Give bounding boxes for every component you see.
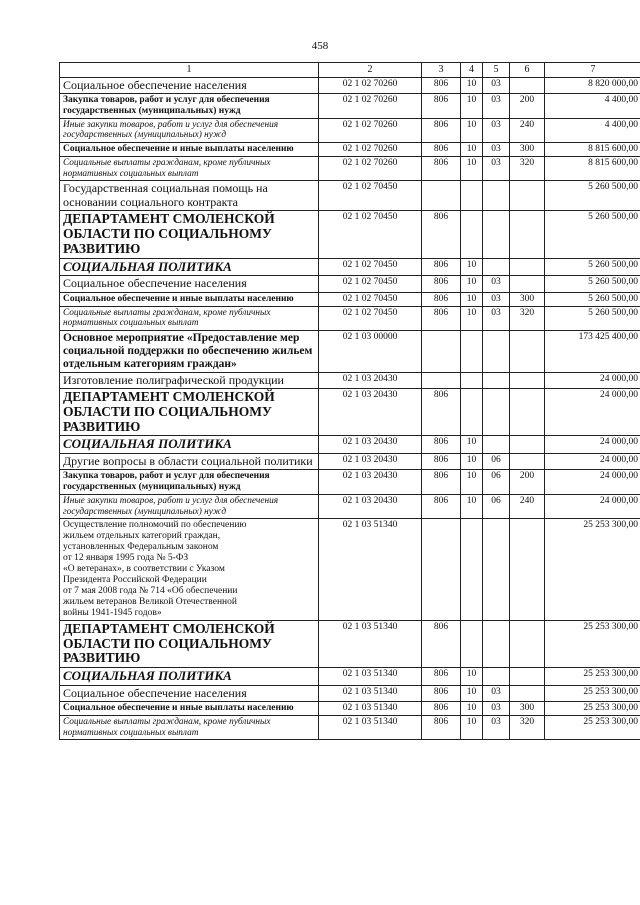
table-row — [60, 306, 640, 330]
amount-cell: 25 253 300,00 — [545, 620, 640, 668]
amount-cell: 8 815 600,00 — [545, 157, 640, 181]
target-article-cell: 02 1 03 20430 — [319, 495, 422, 519]
ministry-code-cell — [422, 330, 461, 372]
section-code-cell — [461, 181, 483, 211]
amount-cell: 5 260 500,00 — [545, 292, 640, 306]
section-code-cell: 10 — [461, 143, 483, 157]
ministry-code-cell: 806 — [422, 143, 461, 157]
ministry-code-cell: 806 — [422, 388, 461, 436]
ministry-code-cell: 806 — [422, 258, 461, 275]
ministry-code-cell: 806 — [422, 495, 461, 519]
subsection-code-cell: 03 — [483, 276, 510, 292]
table-row — [60, 388, 640, 436]
target-article-cell: 02 1 03 20430 — [319, 436, 422, 453]
ministry-code-cell: 806 — [422, 685, 461, 701]
expense-type-cell — [510, 211, 545, 259]
target-article-cell: 02 1 03 51340 — [319, 668, 422, 685]
table-row — [60, 702, 640, 716]
row-name-cell: Социальное обеспечение населения — [60, 685, 319, 701]
section-code-cell: 10 — [461, 258, 483, 275]
table-row — [60, 620, 640, 668]
table-row — [60, 519, 640, 620]
ministry-code-cell: 806 — [422, 93, 461, 118]
section-code-cell: 10 — [461, 702, 483, 716]
table-row — [60, 118, 640, 142]
table-row — [60, 93, 640, 118]
target-article-cell: 02 1 02 70260 — [319, 77, 422, 93]
expense-type-cell — [510, 668, 545, 685]
ministry-code-cell: 806 — [422, 668, 461, 685]
ministry-code-cell: 806 — [422, 436, 461, 453]
amount-cell: 24 000,00 — [545, 453, 640, 469]
subsection-code-cell — [483, 436, 510, 453]
table-row — [60, 143, 640, 157]
expense-type-cell: 240 — [510, 495, 545, 519]
expense-type-cell: 320 — [510, 715, 545, 739]
target-article-cell: 02 1 02 70450 — [319, 258, 422, 275]
column-number-4: 4 — [461, 63, 483, 78]
section-code-cell: 10 — [461, 470, 483, 495]
subsection-code-cell: 03 — [483, 118, 510, 142]
section-code-cell: 10 — [461, 118, 483, 142]
section-code-cell — [461, 330, 483, 372]
section-code-cell — [461, 211, 483, 259]
table-row — [60, 258, 640, 275]
expense-type-cell — [510, 258, 545, 275]
row-name-cell: Основное мероприятие «Предоставление мер социальной поддержки по обеспечению жильем отдельным категориям граждан» — [60, 330, 319, 372]
ministry-code-cell: 806 — [422, 157, 461, 181]
expense-type-cell — [510, 436, 545, 453]
subsection-code-cell: 06 — [483, 470, 510, 495]
section-code-cell — [461, 372, 483, 388]
amount-cell: 25 253 300,00 — [545, 702, 640, 716]
subsection-code-cell — [483, 211, 510, 259]
section-code-cell: 10 — [461, 495, 483, 519]
row-name-cell: СОЦИАЛЬНАЯ ПОЛИТИКА — [60, 668, 319, 685]
target-article-cell: 02 1 02 70260 — [319, 93, 422, 118]
section-code-cell: 10 — [461, 93, 483, 118]
table-row — [60, 276, 640, 292]
ministry-code-cell: 806 — [422, 77, 461, 93]
row-name-cell: СОЦИАЛЬНАЯ ПОЛИТИКА — [60, 258, 319, 275]
table-row — [60, 292, 640, 306]
amount-cell: 24 000,00 — [545, 388, 640, 436]
subsection-code-cell: 03 — [483, 77, 510, 93]
expense-type-cell: 200 — [510, 93, 545, 118]
section-code-cell — [461, 620, 483, 668]
table-row — [60, 372, 640, 388]
amount-cell: 5 260 500,00 — [545, 181, 640, 211]
row-name-cell: Закупка товаров, работ и услуг для обеспечения государственных (муниципальных) нужд — [60, 470, 319, 495]
target-article-cell: 02 1 02 70260 — [319, 143, 422, 157]
target-article-cell: 02 1 02 70450 — [319, 181, 422, 211]
row-name-cell: Другие вопросы в области социальной политики — [60, 453, 319, 469]
amount-cell: 5 260 500,00 — [545, 276, 640, 292]
target-article-cell: 02 1 02 70260 — [319, 118, 422, 142]
subsection-code-cell — [483, 668, 510, 685]
subsection-code-cell: 03 — [483, 143, 510, 157]
row-name-cell: Закупка товаров, работ и услуг для обеспечения государственных (муниципальных) нужд — [60, 93, 319, 118]
expense-type-cell: 300 — [510, 702, 545, 716]
table-row — [60, 668, 640, 685]
amount-cell: 5 260 500,00 — [545, 306, 640, 330]
subsection-code-cell: 06 — [483, 495, 510, 519]
target-article-cell: 02 1 03 51340 — [319, 715, 422, 739]
target-article-cell: 02 1 03 20430 — [319, 388, 422, 436]
row-name-cell: Социальное обеспечение населения — [60, 77, 319, 93]
row-name-cell: Изготовление полиграфической продукции — [60, 372, 319, 388]
table-row — [60, 470, 640, 495]
subsection-code-cell — [483, 519, 510, 620]
section-code-cell: 10 — [461, 685, 483, 701]
amount-cell: 25 253 300,00 — [545, 519, 640, 620]
section-code-cell: 10 — [461, 292, 483, 306]
expense-type-cell: 320 — [510, 157, 545, 181]
row-name-cell: Социальное обеспечение и иные выплаты населению — [60, 143, 319, 157]
ministry-code-cell: 806 — [422, 211, 461, 259]
row-name-cell: Социальные выплаты гражданам, кроме публичных нормативных социальных выплат — [60, 157, 319, 181]
expense-type-cell: 200 — [510, 470, 545, 495]
target-article-cell: 02 1 02 70450 — [319, 276, 422, 292]
expense-type-cell: 320 — [510, 306, 545, 330]
row-name-cell: Социальные выплаты гражданам, кроме публичных нормативных социальных выплат — [60, 306, 319, 330]
target-article-cell: 02 1 03 51340 — [319, 519, 422, 620]
ministry-code-cell — [422, 519, 461, 620]
subsection-code-cell: 03 — [483, 685, 510, 701]
ministry-code-cell: 806 — [422, 306, 461, 330]
subsection-code-cell — [483, 388, 510, 436]
table-row — [60, 211, 640, 259]
expense-type-cell — [510, 519, 545, 620]
target-article-cell: 02 1 03 20430 — [319, 372, 422, 388]
target-article-cell: 02 1 03 51340 — [319, 620, 422, 668]
table-row — [60, 453, 640, 469]
ministry-code-cell: 806 — [422, 620, 461, 668]
row-name-cell: ДЕПАРТАМЕНТ СМОЛЕНСКОЙ ОБЛАСТИ ПО СОЦИАЛЬНОМУ РАЗВИТИЮ — [60, 211, 319, 259]
ministry-code-cell: 806 — [422, 702, 461, 716]
table-row — [60, 157, 640, 181]
target-article-cell: 02 1 02 70260 — [319, 157, 422, 181]
table-row — [60, 77, 640, 93]
section-code-cell: 10 — [461, 715, 483, 739]
subsection-code-cell: 03 — [483, 702, 510, 716]
row-name-cell: Социальное обеспечение и иные выплаты населению — [60, 702, 319, 716]
ministry-code-cell: 806 — [422, 292, 461, 306]
column-number-7: 7 — [545, 63, 640, 78]
target-article-cell: 02 1 03 20430 — [319, 453, 422, 469]
amount-cell: 24 000,00 — [545, 436, 640, 453]
subsection-code-cell: 03 — [483, 157, 510, 181]
expense-type-cell — [510, 388, 545, 436]
target-article-cell: 02 1 03 00000 — [319, 330, 422, 372]
row-name-cell: Иные закупки товаров, работ и услуг для обеспечения государственных (муниципальных) нужд — [60, 118, 319, 142]
subsection-code-cell: 03 — [483, 292, 510, 306]
section-code-cell: 10 — [461, 77, 483, 93]
subsection-code-cell: 06 — [483, 453, 510, 469]
ministry-code-cell: 806 — [422, 118, 461, 142]
target-article-cell: 02 1 02 70450 — [319, 211, 422, 259]
row-name-cell: ДЕПАРТАМЕНТ СМОЛЕНСКОЙ ОБЛАСТИ ПО СОЦИАЛЬНОМУ РАЗВИТИЮ — [60, 620, 319, 668]
amount-cell: 5 260 500,00 — [545, 258, 640, 275]
section-code-cell — [461, 519, 483, 620]
expense-type-cell — [510, 372, 545, 388]
row-name-cell: Государственная социальная помощь на основании социального контракта — [60, 181, 319, 211]
amount-cell: 24 000,00 — [545, 372, 640, 388]
subsection-code-cell: 03 — [483, 93, 510, 118]
subsection-code-cell — [483, 372, 510, 388]
table-row — [60, 715, 640, 739]
target-article-cell: 02 1 03 51340 — [319, 702, 422, 716]
ministry-code-cell — [422, 181, 461, 211]
row-name-cell: Социальное обеспечение и иные выплаты населению — [60, 292, 319, 306]
amount-cell: 24 000,00 — [545, 470, 640, 495]
amount-cell: 8 820 000,00 — [545, 77, 640, 93]
ministry-code-cell: 806 — [422, 453, 461, 469]
amount-cell: 25 253 300,00 — [545, 715, 640, 739]
table-row — [60, 436, 640, 453]
budget-table — [59, 62, 640, 740]
subsection-code-cell: 03 — [483, 715, 510, 739]
ministry-code-cell: 806 — [422, 276, 461, 292]
subsection-code-cell — [483, 330, 510, 372]
table-row — [60, 495, 640, 519]
row-name-cell: Иные закупки товаров, работ и услуг для обеспечения государственных (муниципальных) нужд — [60, 495, 319, 519]
amount-cell: 5 260 500,00 — [545, 211, 640, 259]
section-code-cell: 10 — [461, 453, 483, 469]
expense-type-cell: 300 — [510, 143, 545, 157]
amount-cell: 4 400,00 — [545, 93, 640, 118]
column-number-1: 1 — [60, 63, 319, 78]
table-row — [60, 181, 640, 211]
amount-cell: 173 425 400,00 — [545, 330, 640, 372]
expense-type-cell: 240 — [510, 118, 545, 142]
column-number-3: 3 — [422, 63, 461, 78]
expense-type-cell — [510, 453, 545, 469]
expense-type-cell: 300 — [510, 292, 545, 306]
subsection-code-cell: 03 — [483, 306, 510, 330]
expense-type-cell — [510, 620, 545, 668]
ministry-code-cell: 806 — [422, 715, 461, 739]
column-number-5: 5 — [483, 63, 510, 78]
expense-type-cell — [510, 330, 545, 372]
section-code-cell: 10 — [461, 306, 483, 330]
amount-cell: 4 400,00 — [545, 118, 640, 142]
amount-cell: 8 815 600,00 — [545, 143, 640, 157]
section-code-cell: 10 — [461, 436, 483, 453]
row-name-cell: СОЦИАЛЬНАЯ ПОЛИТИКА — [60, 436, 319, 453]
target-article-cell: 02 1 02 70450 — [319, 292, 422, 306]
subsection-code-cell — [483, 620, 510, 668]
column-number-row — [60, 63, 640, 78]
row-name-cell: ДЕПАРТАМЕНТ СМОЛЕНСКОЙ ОБЛАСТИ ПО СОЦИАЛЬНОМУ РАЗВИТИЮ — [60, 388, 319, 436]
section-code-cell: 10 — [461, 157, 483, 181]
ministry-code-cell — [422, 372, 461, 388]
target-article-cell: 02 1 03 20430 — [319, 470, 422, 495]
budget-table-body — [60, 63, 640, 740]
amount-cell: 24 000,00 — [545, 495, 640, 519]
target-article-cell: 02 1 02 70450 — [319, 306, 422, 330]
table-row — [60, 330, 640, 372]
target-article-cell: 02 1 03 51340 — [319, 685, 422, 701]
expense-type-cell — [510, 77, 545, 93]
subsection-code-cell — [483, 258, 510, 275]
column-number-6: 6 — [510, 63, 545, 78]
ministry-code-cell: 806 — [422, 470, 461, 495]
amount-cell: 25 253 300,00 — [545, 668, 640, 685]
row-name-cell: Социальное обеспечение населения — [60, 276, 319, 292]
expense-type-cell — [510, 276, 545, 292]
section-code-cell: 10 — [461, 668, 483, 685]
row-name-cell: Осуществление полномочий по обеспечению жильем отдельных категорий граждан, установленных Федеральным законом от 12 января 1995 года № 5-ФЗ «О ветеранах», в соответствии с Указом Президента Российской Федерации от 7 мая 2008 года № 714 «Об обеспечении жильем ветеранов Великой Отечественной войны 1941-1945 годов» — [60, 519, 319, 620]
subsection-code-cell — [483, 181, 510, 211]
row-name-cell: Социальные выплаты гражданам, кроме публичных нормативных социальных выплат — [60, 715, 319, 739]
page-number: 458 — [311, 40, 329, 52]
section-code-cell — [461, 388, 483, 436]
amount-cell: 25 253 300,00 — [545, 685, 640, 701]
column-number-2: 2 — [319, 63, 422, 78]
expense-type-cell — [510, 181, 545, 211]
section-code-cell: 10 — [461, 276, 483, 292]
expense-type-cell — [510, 685, 545, 701]
table-row — [60, 685, 640, 701]
